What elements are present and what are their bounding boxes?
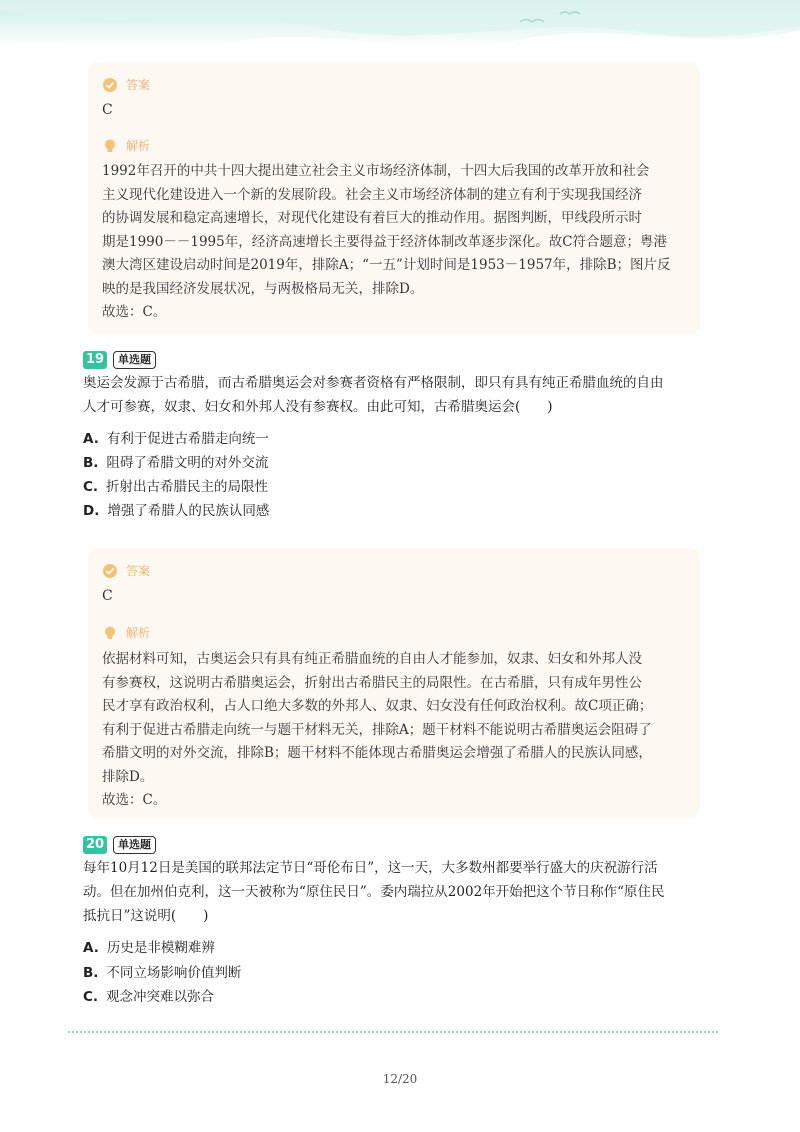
question-number: 19 — [83, 351, 107, 369]
explanation-line: 有利于促进古希腊走向统一与题干材料无关，排除A；题干材料不能说明古希腊奥运会阻碍了 — [102, 721, 652, 738]
explanation-text — [102, 648, 682, 813]
explanation-line: 澳大湾区建设启动时间是2019年，排除A；“一五”计划时间是1953－1957年，排除B；图片反 — [102, 257, 671, 273]
check-icon — [102, 563, 118, 579]
question-type-badge: 单选题 — [113, 836, 156, 854]
option-a[interactable] — [83, 427, 269, 447]
option-letter: A. — [83, 431, 99, 447]
explanation-line: 映的是我国经济发展状况，与两极格局无关，排除D。 — [102, 280, 424, 297]
option-b[interactable] — [83, 961, 241, 981]
check-icon — [102, 77, 118, 93]
option-text: 观念冲突难以弥合 — [106, 989, 215, 1005]
option-text: 有利于促进古希腊走向统一 — [106, 431, 269, 447]
option-letter: B. — [83, 455, 99, 471]
option-letter: D. — [83, 503, 100, 519]
option-text: 不同立场影响价值判断 — [106, 965, 242, 981]
explanation-line: 有参赛权，这说明古希腊奥运会，折射出古希腊民主的局限性。在古希腊，只有成年男性公 — [102, 674, 642, 691]
stem-line: 每年10月12日是美国的联邦法定节日“哥伦布日”，这一天，大多数州都要举行盛大的庆祝游行活 — [83, 860, 658, 876]
question-type-badge: 单选题 — [113, 351, 156, 369]
stem-line: 奥运会发源于古希腊，而古希腊奥运会对参赛者资格有严格限制，即只有具有纯正希腊血统的自由 — [83, 375, 664, 391]
option-text: 折射出古希腊民主的局限性 — [106, 479, 269, 495]
conclusion: 故选：C。 — [102, 304, 167, 320]
answer-value: C — [102, 102, 113, 118]
explanation-label-row — [102, 137, 150, 154]
question-number: 20 — [83, 836, 107, 854]
stem-line: 人才可参赛，奴隶、妇女和外邦人没有参赛权。由此可知，古希腊奥运会( ) — [83, 399, 553, 415]
option-a[interactable] — [83, 936, 215, 956]
explanation-label-row — [102, 624, 150, 641]
explanation-line: 希腊文明的对外交流，排除B；题干材料不能体现古希腊奥运会增强了希腊人的民族认同感， — [102, 745, 652, 761]
explanation-line: 依据材料可知，古奥运会只有具有纯正希腊血统的自由人才能参加，奴隶、妇女和外邦人没 — [102, 651, 642, 667]
option-letter: C. — [83, 479, 99, 495]
explanation-line: 民才享有政治权利，占人口绝大多数的外邦人、奴隶、妇女没有任何政治权利。故C项正确； — [102, 698, 653, 714]
stem-line: 动。但在加州伯克利，这一天被称为“原住民日”。委内瑞拉从2002年开始把这个节日称作“原住民 — [83, 884, 665, 900]
explanation-line: 主义现代化建设进入一个新的发展阶段。社会主义市场经济体制的建立有利于实现我国经济 — [102, 186, 642, 203]
lightbulb-icon — [102, 625, 118, 641]
option-letter: B. — [83, 965, 99, 981]
option-b[interactable] — [83, 451, 268, 471]
option-letter: C. — [83, 989, 99, 1005]
option-text: 增强了希腊人的民族认同感 — [107, 503, 270, 519]
option-d[interactable] — [83, 499, 269, 519]
question-stem-19 — [83, 371, 703, 419]
header-wave-decoration — [0, 0, 800, 70]
explanation-line: 1992年召开的中共十四大提出建立社会主义市场经济体制，十四大后我国的改革开放和社会 — [102, 163, 650, 179]
explanation-line: 的协调发展和稳定高速增长，对现代化建设有着巨大的推动作用。据图判断，甲线段所示时 — [102, 210, 642, 226]
question-header-20 — [83, 836, 156, 854]
page-number: 12/20 — [382, 1072, 418, 1086]
answer-value: C — [102, 588, 113, 604]
answer-label: 答案 — [126, 564, 151, 578]
conclusion: 故选：C。 — [102, 792, 167, 808]
explanation-label: 解析 — [126, 139, 151, 153]
option-c[interactable] — [83, 475, 268, 495]
question-header-19 — [83, 351, 156, 369]
question-stem-20 — [83, 856, 703, 928]
option-text: 历史是非模糊难辨 — [106, 940, 215, 956]
explanation-line: 期是1990－－1995年，经济高速增长主要得益于经济体制改革逐步深化。故C符合题意；粤港 — [102, 233, 668, 250]
explanation-label: 解析 — [126, 626, 151, 640]
answer-label-row — [102, 76, 150, 93]
answer-label-row — [102, 562, 150, 579]
answer-card-q18 — [88, 62, 700, 334]
answer-label: 答案 — [126, 78, 151, 92]
explanation-text — [102, 160, 682, 325]
stem-line: 抵抗日”这说明( ) — [83, 908, 209, 924]
footer-divider — [68, 1031, 718, 1033]
option-c[interactable] — [83, 985, 214, 1005]
lightbulb-icon — [102, 138, 118, 154]
option-text: 阻碍了希腊文明的对外交流 — [106, 455, 269, 471]
explanation-line: 排除D。 — [102, 768, 154, 785]
option-letter: A. — [83, 940, 99, 956]
answer-card-q19 — [88, 548, 700, 818]
